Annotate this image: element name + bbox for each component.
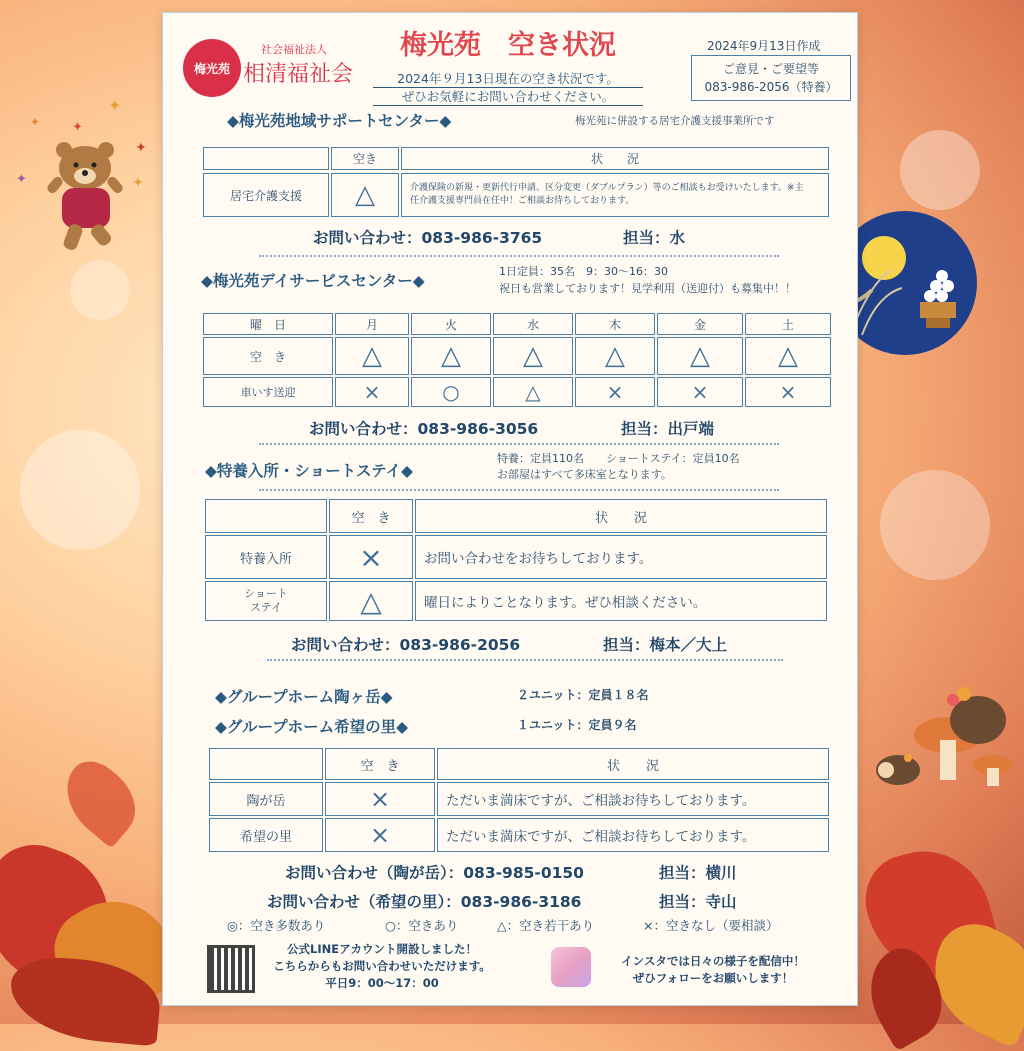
nursing-home-contact: お問い合わせ：083-986-2056 — [291, 636, 521, 654]
day-service-info-2: 祝日も営業しております！見学利用（送迎付）も募集中！！ — [499, 282, 796, 295]
nursing-row2-label — [205, 581, 327, 621]
group-row1-label: 陶が岳 — [209, 782, 323, 816]
group-row1-symbol: × — [325, 782, 435, 816]
background-bokeh — [900, 130, 980, 210]
group-row2-symbol: × — [325, 818, 435, 852]
line-info-1: 公式LINEアカウント開設しました！ — [287, 942, 477, 956]
group-home-staff-1: 担当：横川 — [659, 864, 737, 882]
day-thu: 木 — [575, 313, 655, 335]
line-qr-code-icon[interactable] — [207, 945, 255, 993]
line-info-3: 平日9：00〜17：00 — [325, 976, 439, 990]
background-bokeh — [20, 430, 140, 550]
nursing-row1-label: 特養入所 — [205, 535, 327, 579]
day-vacancy-wed: △ — [493, 337, 573, 375]
autumn-leaf-decoration — [50, 751, 150, 848]
nursing-row1-symbol: × — [329, 535, 413, 579]
day-sat: 土 — [745, 313, 831, 335]
day-service-info-1: 1日定員：35名 9：30〜16：30 — [499, 265, 668, 278]
day-mon: 月 — [335, 313, 409, 335]
legend-cross: ×：空きなし（要相談） — [643, 918, 779, 933]
day-vacancy-thu: △ — [575, 337, 655, 375]
nursing-row2-status: 曜日によりことなります。ぜひ相談ください。 — [415, 581, 827, 621]
day-wheelchair-label: 車いす送迎 — [203, 377, 333, 407]
group-table-corner — [209, 748, 323, 780]
background-bokeh — [880, 470, 990, 580]
hedgehog-mushroom-illustration — [868, 680, 1018, 790]
nursing-col-status: 状 況 — [415, 499, 827, 533]
instagram-qr-code-icon[interactable] — [551, 947, 591, 987]
day-fri: 金 — [657, 313, 743, 335]
divider — [259, 489, 779, 491]
support-row-symbol: △ — [331, 173, 399, 217]
day-vacancy-fri: △ — [657, 337, 743, 375]
nursing-home-title: ◆特養入所・ショートステイ◆ — [205, 462, 413, 480]
group-row2-status: ただいま満床ですが、ご相談お待ちしております。 — [437, 818, 829, 852]
day-wed: 水 — [493, 313, 573, 335]
support-row-status — [401, 173, 829, 217]
maple-leaf-icon: ✦ — [135, 140, 147, 156]
group-col-vacancy: 空 き — [325, 748, 435, 780]
support-status-line-2: 任介護支援専門員在任中！ご相談お待ちしております。 — [410, 196, 635, 206]
group-col-status: 状 況 — [437, 748, 829, 780]
nursing-row1-status: お問い合わせをお待ちしております。 — [415, 535, 827, 579]
day-service-title: ◆梅光苑デイサービスセンター◆ — [201, 272, 425, 290]
group-row1-status: ただいま満床ですが、ご相談お待ちしております。 — [437, 782, 829, 816]
group-home-contact-2: お問い合わせ（希望の里）：083-986-3186 — [267, 893, 582, 911]
support-col-vacancy: 空き — [331, 147, 399, 170]
day-wheelchair-wed: △ — [493, 377, 573, 407]
org-type: 社会福祉法人 — [261, 43, 327, 56]
page-title: 梅光苑 空き状況 — [400, 30, 616, 61]
day-vacancy-sat: △ — [745, 337, 831, 375]
group-home-title-2: ◆グループホーム希望の里◆ — [215, 718, 409, 736]
availability-document — [162, 12, 858, 1006]
support-table-corner — [203, 147, 329, 170]
legend-circle: ○：空きあり — [385, 918, 459, 933]
group-home-title-1: ◆グループホーム陶ヶ岳◆ — [215, 688, 393, 706]
day-vacancy-tue: △ — [411, 337, 491, 375]
day-wheelchair-sat: × — [745, 377, 831, 407]
support-status-line-1: 介護保険の新規・更新代行申請、区分変更（ダブルプラン）等のご相談もお受けいたします。※主 — [410, 183, 804, 193]
plum-blossom-logo-icon — [183, 39, 241, 97]
support-staff: 担当：水 — [623, 229, 686, 247]
day-wheelchair-fri: × — [657, 377, 743, 407]
support-row-label: 居宅介護支援 — [203, 173, 329, 217]
subtitle-2: ぜひお気軽にお問い合わせください。 — [373, 87, 643, 106]
day-tue: 火 — [411, 313, 491, 335]
maple-leaf-icon: ✦ — [30, 115, 41, 129]
group-home-staff-2: 担当：寺山 — [659, 893, 737, 911]
nursing-col-vacancy: 空 き — [329, 499, 413, 533]
nursing-home-info-2: お部屋はすべて多床室となります。 — [497, 468, 672, 481]
subtitle-1: 2024年９月13日現在の空き状況です。 — [373, 69, 643, 88]
support-contact: お問い合わせ：083-986-3765 — [313, 229, 543, 247]
divider — [267, 659, 783, 661]
divider — [259, 443, 779, 445]
day-vacancy-label: 空 き — [203, 337, 333, 375]
line-info — [257, 941, 507, 992]
nursing-row2-label-line-1: ショート — [244, 587, 288, 600]
legend-triangle: △：空き若干あり — [497, 918, 595, 933]
day-service-contact: お問い合わせ：083-986-3056 — [309, 420, 539, 438]
instagram-info-1: インスタでは日々の様子を配信中！ — [621, 954, 805, 968]
date-created: 2024年9月13日作成 — [707, 39, 821, 53]
instagram-info — [593, 953, 833, 987]
group-row2-label: 希望の里 — [209, 818, 323, 852]
maple-leaf-icon: ✦ — [132, 175, 144, 191]
group-home-contact-1: お問い合わせ（陶が岳）：083-985-0150 — [285, 864, 584, 882]
support-col-status: 状 況 — [401, 147, 829, 170]
feedback-phone: 083-986-2056（特養） — [704, 80, 838, 94]
background-bokeh — [70, 260, 130, 320]
nursing-home-staff: 担当：梅本／大上 — [603, 636, 728, 654]
nursing-table-corner — [205, 499, 327, 533]
nursing-row2-symbol: △ — [329, 581, 413, 621]
logo-mark-text: 梅光苑 — [193, 61, 230, 76]
legend-double-circle: ◎：空き多数あり — [227, 918, 326, 933]
support-center-desc: 梅光苑に併設する居宅介護支援事業所です — [575, 115, 775, 127]
nursing-row2-label-line-2: ステイ — [249, 601, 282, 614]
group-home-info-1: ２ユニット：定員１８名 — [517, 688, 649, 702]
instagram-info-2: ぜひフォローをお願いします！ — [632, 971, 794, 985]
nursing-home-info-1: 特養：定員110名 ショートステイ：定員10名 — [497, 452, 740, 465]
line-info-2: こちらからもお問い合わせいただけます。 — [273, 959, 491, 973]
bear-illustration — [40, 140, 140, 260]
logo — [171, 35, 371, 105]
day-wheelchair-tue: ○ — [411, 377, 491, 407]
day-wheelchair-thu: × — [575, 377, 655, 407]
maple-leaf-icon: ✦ — [16, 172, 27, 187]
support-center-title: ◆梅光苑地域サポートセンター◆ — [227, 112, 452, 130]
day-service-staff: 担当：出戸端 — [621, 420, 715, 438]
maple-leaf-icon: ✦ — [72, 120, 83, 135]
feedback-label: ご意見・ご要望等 — [722, 62, 819, 76]
group-home-info-2: １ユニット：定員９名 — [517, 718, 637, 732]
divider — [259, 255, 779, 257]
day-wheelchair-mon: × — [335, 377, 409, 407]
org-name: 相清福祉会 — [243, 62, 354, 87]
day-vacancy-mon: △ — [335, 337, 409, 375]
feedback-box — [691, 55, 851, 101]
maple-leaf-icon: ✦ — [108, 96, 122, 115]
day-col-label: 曜 日 — [203, 313, 333, 335]
